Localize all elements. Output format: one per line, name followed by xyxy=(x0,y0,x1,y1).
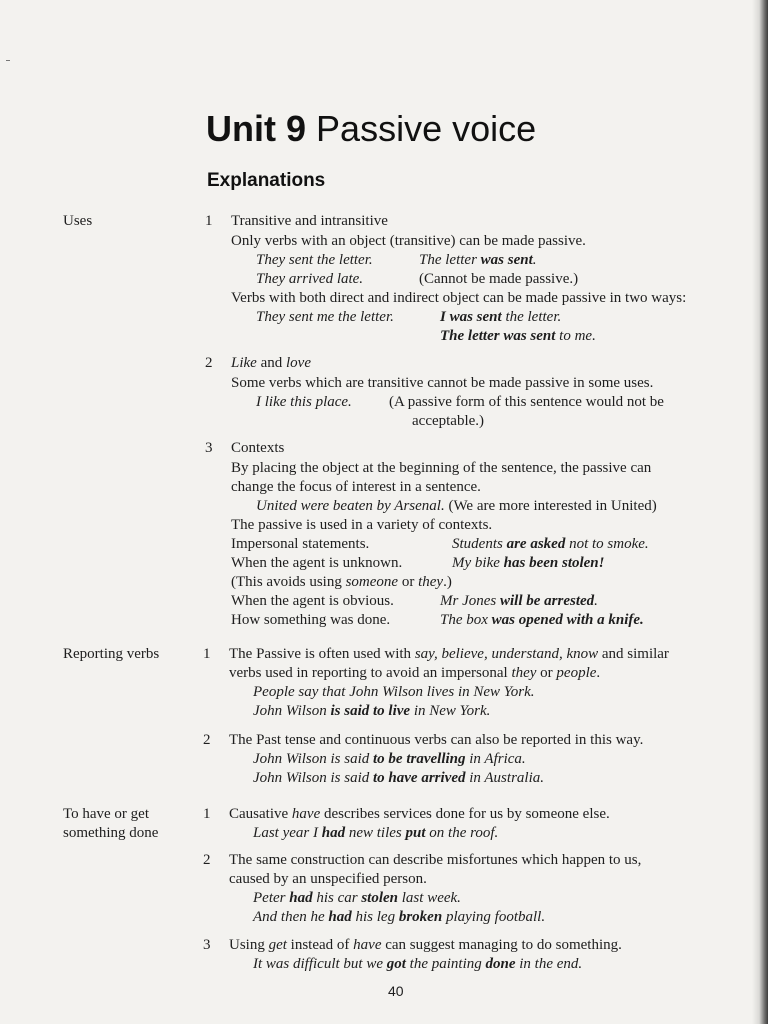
example-line: Peter had his car stolen last week. xyxy=(253,890,461,906)
text-line: caused by an unspecified person. xyxy=(229,871,427,887)
text-line: The Passive is often used with say, believe, understand, know and similar xyxy=(229,646,669,662)
text-line: Only verbs with an object (transitive) can be made passive. xyxy=(231,233,586,249)
item-title: Contexts xyxy=(231,440,285,456)
example-line: The letter was sent. xyxy=(419,252,537,268)
item-number: 2 xyxy=(203,732,211,748)
example-line: They sent me the letter. xyxy=(256,309,394,325)
example-line: John Wilson is said to have arrived in Australia. xyxy=(253,770,544,786)
text-line: Causative have describes services done for us by someone else. xyxy=(229,806,610,822)
example-note: acceptable.) xyxy=(412,413,485,429)
text-line: change the focus of interest in a sentence. xyxy=(231,479,481,495)
item-number: 3 xyxy=(203,937,211,953)
item-title: Transitive and intransitive xyxy=(231,213,388,229)
side-heading-reporting: Reporting verbs xyxy=(63,646,160,662)
scan-speck xyxy=(6,60,10,61)
item-number: 2 xyxy=(205,355,213,371)
example-line: The letter was sent to me. xyxy=(440,328,596,344)
example-line: They sent the letter. xyxy=(256,252,373,268)
text-line: Verbs with both direct and indirect object can be made passive in two ways: xyxy=(231,290,687,306)
item-number: 1 xyxy=(203,646,211,662)
example-line: John Wilson is said to be travelling in Africa. xyxy=(253,751,526,767)
example-line: My bike has been stolen! xyxy=(452,555,605,571)
example-line: Students are asked not to smoke. xyxy=(452,536,649,552)
example-line: United were beaten by Arsenal. (We are more interested in United) xyxy=(256,498,657,514)
context-label: When the agent is unknown. xyxy=(231,555,403,571)
unit-topic: Passive voice xyxy=(316,108,537,149)
item-number: 1 xyxy=(203,806,211,822)
item-title: Like and love xyxy=(231,355,311,371)
example-line: People say that John Wilson lives in New York. xyxy=(253,684,535,700)
text-line: Using get instead of have can suggest managing to do something. xyxy=(229,937,622,953)
text-line: verbs used in reporting to avoid an impersonal they or people. xyxy=(229,665,601,681)
text-line: Some verbs which are transitive cannot be made passive in some uses. xyxy=(231,375,654,391)
example-note: (Cannot be made passive.) xyxy=(419,271,579,287)
item-number: 3 xyxy=(205,440,213,456)
context-label: How something was done. xyxy=(231,612,391,628)
example-line: The box was opened with a knife. xyxy=(440,612,644,628)
text-line: The passive is used in a variety of contexts. xyxy=(231,517,493,533)
page-number: 40 xyxy=(388,983,404,999)
text-line: The same construction can describe misfortunes which happen to us, xyxy=(229,852,642,868)
text-line: The Past tense and continuous verbs can also be reported in this way. xyxy=(229,732,644,748)
example-line: And then he had his leg broken playing football. xyxy=(253,909,546,925)
item-number: 2 xyxy=(203,852,211,868)
example-line: I like this place. xyxy=(256,394,352,410)
page-edge-shadow xyxy=(752,0,768,1024)
example-line: Last year I had new tiles put on the roof. xyxy=(253,825,499,841)
context-label: When the agent is obvious. xyxy=(231,593,394,609)
example-line: I was sent the letter. xyxy=(440,309,562,325)
side-heading-causative-1: To have or get xyxy=(63,806,150,822)
example-line: It was difficult but we got the painting done in the end. xyxy=(253,956,583,972)
page-title xyxy=(206,108,536,150)
example-note: (A passive form of this sentence would not be xyxy=(389,394,664,410)
example-line: John Wilson is said to live in New York. xyxy=(253,703,491,719)
context-label: Impersonal statements. xyxy=(231,536,370,552)
example-line: Mr Jones will be arrested. xyxy=(440,593,598,609)
section-heading: Explanations xyxy=(207,170,326,191)
side-heading-uses: Uses xyxy=(63,213,93,229)
item-number: 1 xyxy=(205,213,213,229)
side-heading-causative-2: something done xyxy=(63,825,159,841)
example-line: They arrived late. xyxy=(256,271,364,287)
unit-label: Unit 9 xyxy=(206,108,307,149)
context-label: (This avoids using someone or they.) xyxy=(231,574,452,590)
text-line: By placing the object at the beginning of the sentence, the passive can xyxy=(231,460,652,476)
